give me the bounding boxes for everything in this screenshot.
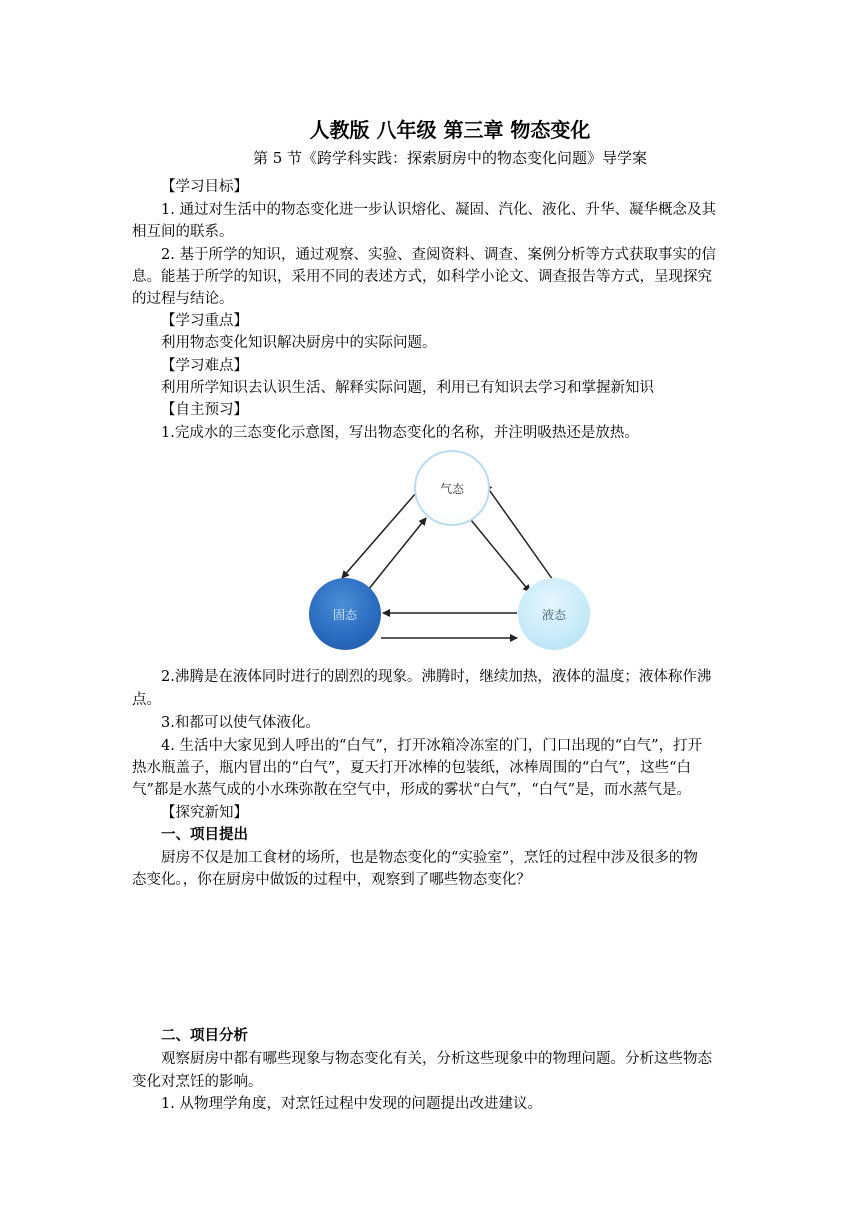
preview-heading: 【自主预习】: [161, 402, 248, 418]
goal-1-line-1: 1. 通过对生活中的物态变化进一步认识熔化、凝固、汽化、液化、升华、凝华概念及其: [161, 202, 716, 218]
goal-2-line-2: 息。能基于所学的知识，采用不同的表述方式，如科学小论文、调查报告等方式，呈现探究: [132, 269, 712, 285]
preview-question-1: 1.完成水的三态变化示意图，写出物态变化的名称，并注明吸热还是放热。: [161, 425, 639, 441]
document-title: 人教版 八年级 第三章 物态变化: [309, 118, 591, 142]
arrow-gas-to-liquid: [471, 520, 530, 592]
goal-2-line-3: 的过程与结论。: [132, 291, 234, 307]
arrow-gas-to-solid: [342, 493, 416, 578]
arrow-liquid-to-gas: [485, 484, 553, 580]
preview-question-4-line-2: 热水瓶盖子，瓶内冒出的“白气”，夏天打开冰棒的包装纸，冰棒周围的“白气”，这些“白: [132, 760, 692, 776]
section-1-title: 一、项目提出: [161, 827, 248, 843]
section-2-line-1: 观察厨房中都有哪些现象与物态变化有关，分析这些现象中的物理问题。分析这些物态: [161, 1051, 712, 1067]
key-heading: 【学习重点】: [161, 313, 248, 329]
section-2-line-2: 变化对烹饪的影响。: [132, 1074, 263, 1090]
liquid-state-node: 液态: [518, 578, 590, 650]
preview-question-2-line-1: 2.沸腾是在液体同时进行的剧烈的现象。沸腾时，继续加热，液体的温度；液体称作沸: [161, 669, 712, 685]
gas-state-node: 气态: [414, 450, 490, 526]
section-2-item-1: 1. 从物理学角度，对烹饪过程中发现的问题提出改进建议。: [161, 1096, 542, 1112]
explore-heading: 【探究新知】: [161, 805, 248, 821]
document-subtitle: 第 5 节《跨学科实践：探索厨房中的物态变化问题》导学案: [252, 149, 648, 167]
section-2-title: 二、项目分析: [161, 1028, 248, 1044]
preview-question-3: 3.和都可以使气体液化。: [161, 715, 320, 731]
preview-question-4-line-3: 气”都是水蒸气成的小水珠弥散在空气中，形成的雾状“白气”，“白气”是，而水蒸气是。: [132, 782, 692, 798]
preview-question-2-line-2: 点。: [132, 692, 161, 708]
preview-question-4-line-1: 4. 生活中大家见到人呼出的“白气”，打开冰箱冷冻室的门，门口出现的“白气”，打开: [161, 738, 703, 754]
section-1-line-1: 厨房不仅是加工食材的场所，也是物态变化的“实验室”，烹饪的过程中涉及很多的物: [161, 850, 698, 866]
arrow-solid-to-gas: [368, 518, 426, 590]
difficulty-heading: 【学习难点】: [161, 358, 248, 374]
difficulty-text: 利用所学知识去认识生活、解释实际问题，利用已有知识去学习和掌握新知识: [161, 380, 654, 396]
solid-state-node: 固态: [309, 578, 381, 650]
goals-heading: 【学习目标】: [161, 179, 248, 195]
goal-1-line-2: 相互间的联系。: [132, 224, 234, 240]
key-text: 利用物态变化知识解决厨房中的实际问题。: [161, 335, 437, 351]
goal-2-line-1: 2. 基于所学的知识，通过观察、实验、查阅资料、调查、案例分析等方式获取事实的信: [161, 247, 716, 263]
section-1-line-2: 态变化。，你在厨房中做饭的过程中，观察到了哪些物态变化？: [132, 872, 531, 888]
